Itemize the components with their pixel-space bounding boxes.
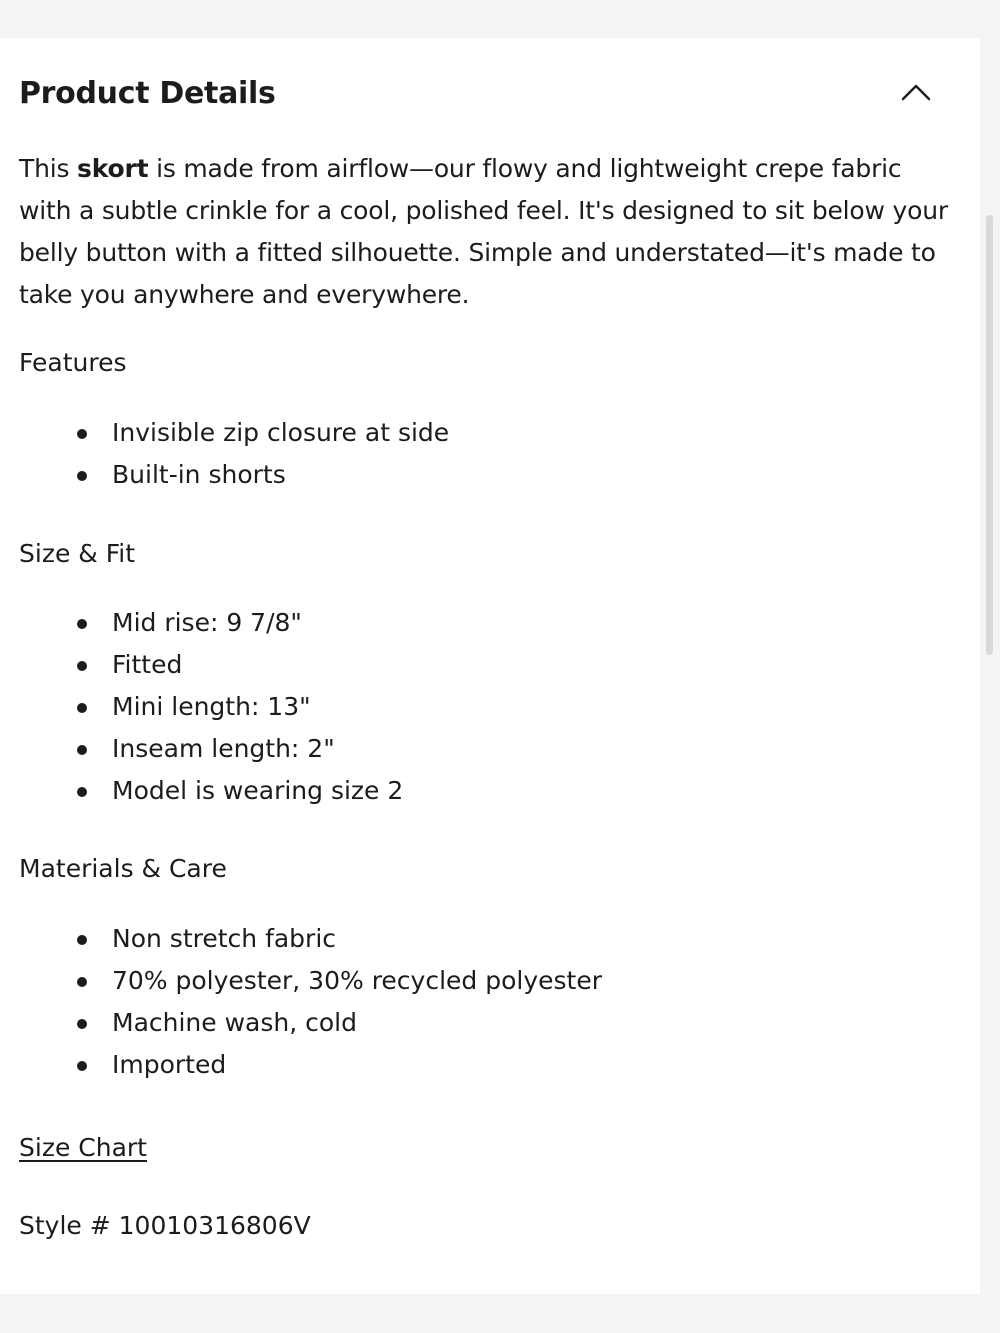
list-item-text: 70% polyester, 30% recycled polyester <box>112 966 603 995</box>
list-item-text: Non stretch fabric <box>112 924 337 953</box>
list-item <box>19 686 403 728</box>
style-number: Style # 10010316806V <box>19 1211 311 1240</box>
section-title: Product Details <box>19 76 276 111</box>
list-item-text: Model is wearing size 2 <box>112 776 404 805</box>
bullet-icon <box>77 1019 87 1029</box>
list-item <box>19 454 449 496</box>
materials-care-heading: Materials & Care <box>19 854 227 883</box>
bullet-icon <box>77 977 87 987</box>
list-item-text: Mini length: 13" <box>112 692 311 721</box>
list-item-text: Inseam length: 2" <box>112 734 335 763</box>
bullet-icon <box>77 429 87 439</box>
collapse-toggle-button[interactable] <box>895 72 939 116</box>
product-description <box>19 148 949 316</box>
description-text: is made from airflow—our flowy and lightweight crepe fabric with a subtle crinkle for a cool, polished feel. It's designed to sit below your belly button with a fitted silhouette. Simple and understated—it's made to take you anywhere and everywhere. <box>19 154 948 309</box>
list-item <box>19 602 403 644</box>
bullet-icon <box>77 703 87 713</box>
size-fit-list <box>19 602 403 812</box>
features-heading: Features <box>19 348 127 377</box>
list-item <box>19 770 403 812</box>
list-item-text: Invisible zip closure at side <box>112 418 450 447</box>
list-item <box>19 918 602 960</box>
list-item <box>19 960 602 1002</box>
bullet-icon <box>77 1061 87 1071</box>
bullet-icon <box>77 745 87 755</box>
list-item <box>19 644 403 686</box>
list-item-text: Machine wash, cold <box>112 1008 357 1037</box>
list-item <box>19 412 449 454</box>
list-item-text: Imported <box>112 1050 227 1079</box>
bullet-icon <box>77 661 87 671</box>
description-product-type: skort <box>77 154 149 183</box>
description-prefix: This <box>19 154 78 183</box>
features-list <box>19 412 449 496</box>
materials-care-list <box>19 918 602 1086</box>
bullet-icon <box>77 935 87 945</box>
size-chart-link[interactable]: Size Chart <box>19 1133 147 1162</box>
list-item <box>19 1044 602 1086</box>
bullet-icon <box>77 787 87 797</box>
list-item <box>19 728 403 770</box>
bullet-icon <box>77 471 87 481</box>
size-fit-heading: Size & Fit <box>19 539 136 568</box>
product-details-header[interactable] <box>19 72 939 116</box>
list-item-text: Built-in shorts <box>112 460 286 489</box>
list-item-text: Fitted <box>112 650 183 679</box>
list-item <box>19 1002 602 1044</box>
scrollbar-thumb[interactable] <box>986 215 993 655</box>
bullet-icon <box>77 619 87 629</box>
chevron-up-icon <box>895 72 939 116</box>
product-details-panel <box>0 38 980 1294</box>
list-item-text: Mid rise: 9 7/8" <box>112 608 302 637</box>
